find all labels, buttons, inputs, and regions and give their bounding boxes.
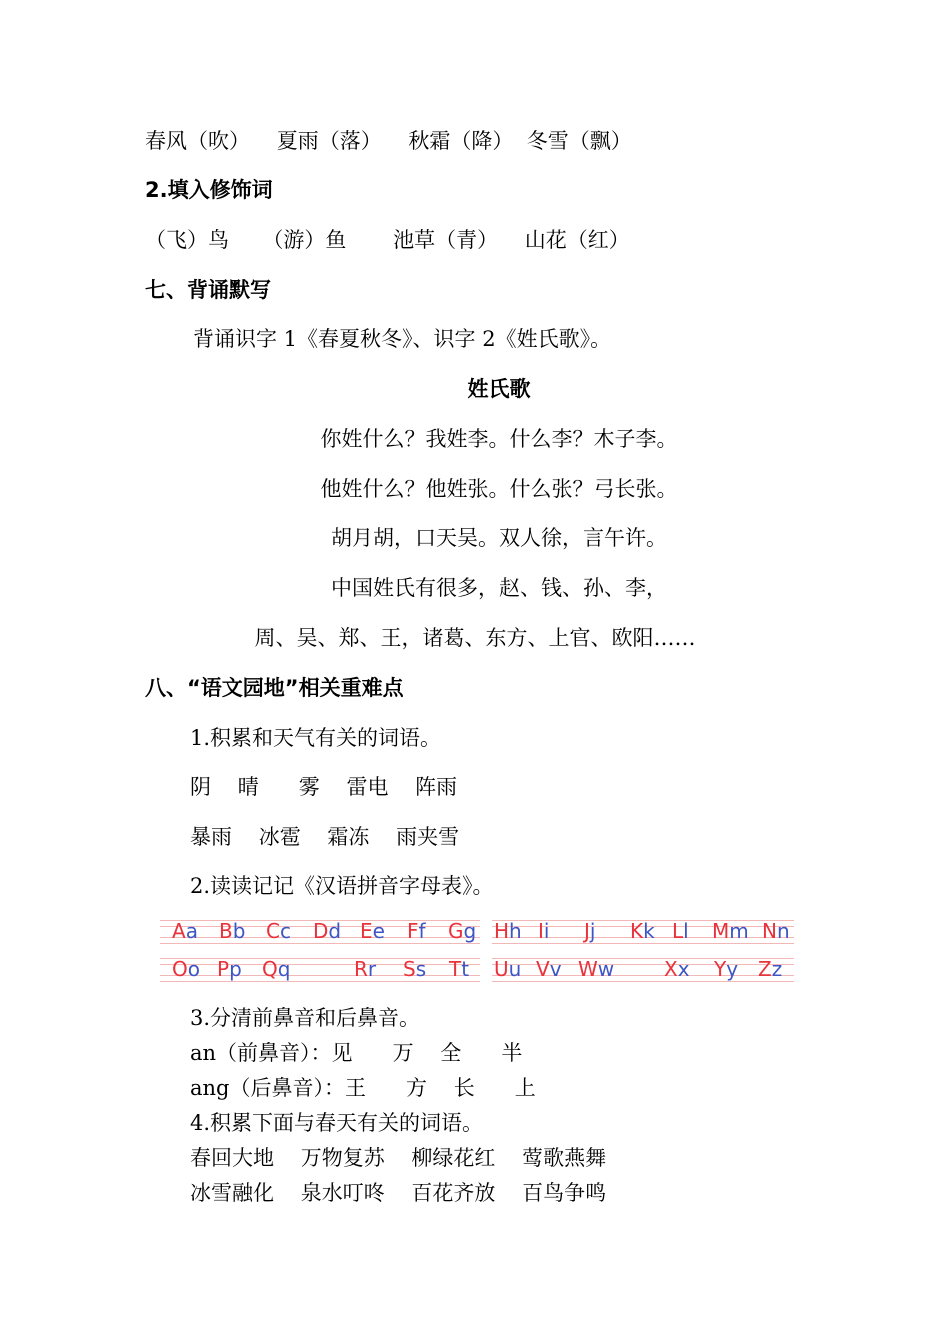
spring-words-line-2: 冰雪融化 泉水叮咚 百花齐放 百鸟争鸣 — [190, 1181, 607, 1205]
letter-pair-ss: Ss — [403, 957, 427, 981]
letter-pair-bb: Bb — [219, 919, 246, 943]
poem-title: 姓氏歌 — [467, 377, 531, 401]
letter-pair-nn: Nn — [762, 919, 790, 943]
letter-pair-ee: Ee — [360, 919, 385, 943]
alphabet-row-2-left — [160, 953, 480, 985]
alphabet-chart-left — [160, 915, 480, 985]
alphabet-row-1-right — [492, 915, 794, 947]
alphabet-row-1-left — [160, 915, 480, 947]
letter-pair-tt: Tt — [449, 957, 470, 981]
letter-pair-qq: Qq — [262, 957, 291, 981]
letter-pair-ll: Ll — [672, 919, 689, 943]
alphabet-chart-right — [492, 915, 794, 985]
poem-line-1: 你姓什么？我姓李。什么李？木子李。 — [320, 427, 678, 451]
letter-pair-aa: Aa — [172, 919, 198, 943]
poem-line-4: 中国姓氏有很多，赵、钱、孙、李， — [331, 576, 667, 600]
back-nasal-line: ang（后鼻音）：王 方 长 上 — [190, 1076, 536, 1100]
letter-pair-uu: Uu — [494, 957, 522, 981]
spring-words-line-1: 春回大地 万物复苏 柳绿花红 莺歌燕舞 — [190, 1146, 607, 1170]
letter-pair-oo: Oo — [172, 957, 200, 981]
verb-pairs-line: 春风（吹） 夏雨（落） 秋霜（降） 冬雪（飘） — [145, 129, 632, 153]
weather-words-line-2: 暴雨 冰雹 霜冻 雨夹雪 — [190, 825, 460, 849]
modifier-pairs-line: （飞）鸟 （游）鱼 池草（青） 山花（红） — [145, 228, 630, 252]
poem-line-5: 周、吴、郑、王，诸葛、东方、上官、欧阳…… — [254, 626, 696, 650]
weather-words-line-1: 阴 晴 雾 雷电 阵雨 — [190, 775, 458, 799]
letter-pair-xx: Xx — [664, 957, 690, 981]
letter-pair-dd: Dd — [313, 919, 342, 943]
item-2-title: 2.读读记记《汉语拼音字母表》。 — [190, 874, 494, 898]
item-4-title: 4.积累下面与春天有关的词语。 — [190, 1111, 484, 1135]
letter-pair-ff: Ff — [407, 919, 426, 943]
letter-pair-kk: Kk — [630, 919, 655, 943]
section-heading-7: 七、背诵默写 — [145, 278, 271, 302]
letter-pair-pp: Pp — [217, 957, 242, 981]
letter-pair-ww: Ww — [578, 957, 615, 981]
heading-fill-modifiers: 2.填入修饰词 — [145, 178, 273, 202]
letter-pair-yy: Yy — [714, 957, 739, 981]
alphabet-row-2-right — [492, 953, 794, 985]
recite-instruction: 背诵识字 1《春夏秋冬》、识字 2《姓氏歌》。 — [193, 327, 612, 351]
letter-pair-rr: Rr — [354, 957, 377, 981]
letter-pair-mm: Mm — [712, 919, 749, 943]
front-nasal-line: an（前鼻音）：见 万 全 半 — [190, 1041, 523, 1065]
item-1-title: 1.积累和天气有关的词语。 — [190, 726, 442, 750]
poem-line-3: 胡月胡，口天吴。双人徐，言午许。 — [331, 526, 667, 550]
item-3-title: 3.分清前鼻音和后鼻音。 — [190, 1006, 421, 1030]
pinyin-alphabet-chart — [160, 915, 794, 985]
poem-line-2: 他姓什么？他姓张。什么张？弓长张。 — [320, 477, 678, 501]
letter-pair-cc: Cc — [266, 919, 291, 943]
letter-pair-zz: Zz — [758, 957, 783, 981]
section-heading-8: 八、“语文园地”相关重难点 — [145, 676, 404, 700]
letter-pair-jj: Jj — [584, 919, 596, 943]
letter-pair-hh: Hh — [494, 919, 522, 943]
letter-pair-ii: Ii — [538, 919, 550, 943]
letter-pair-vv: Vv — [536, 957, 562, 981]
letter-pair-gg: Gg — [448, 919, 477, 943]
